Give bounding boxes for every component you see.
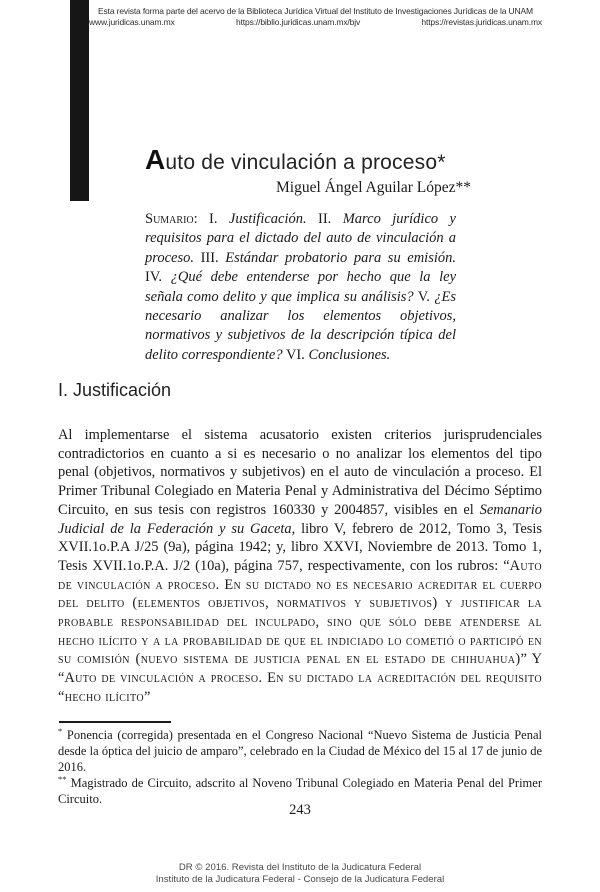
footnote-text: Magistrado de Circuito, adscrito al Noveno Tribunal Colegiado en Materia Penal del Primer Circuito. (58, 775, 542, 806)
article-title (145, 144, 446, 176)
repository-header (89, 6, 542, 28)
tesis-rubro-smallcaps: Auto de vinculación a proceso. En su dictado no es necesario acreditar el cuerpo del delito (elementos objetivos, normativos y subjetivos) y justificar la probable responsabilidad del inculpado, sino que sólo debe atenderse al hecho ilícito y a la probabilidad de que el indiciado lo cometió o participó en su comisión (nuevo sistema de justicia penal en el estado de chihuahua) (58, 557, 542, 668)
page-number: 243 (289, 802, 311, 818)
summary-item: Justificación. (228, 211, 307, 227)
repository-notice: Esta revista forma parte del acervo de la Biblioteca Jurídica Virtual del Instituto de Investigaciones Jurídicas de la UNAM (98, 6, 533, 16)
footnotes-block (58, 725, 542, 808)
institution-line: Instituto de la Judicatura Federal - Consejo de la Judicatura Federal (155, 873, 445, 885)
url-biblio: https://biblio.juridicas.unam.mx/bjv (236, 17, 361, 27)
title-text: uto de vinculación a proceso* (165, 151, 446, 175)
url-juridicas: www.juridicas.unam.mx (89, 17, 175, 27)
footnote-separator (59, 721, 171, 723)
body-text: , libro V, febrero de 2012, Tomo 3, Tesis XVII.1o.P.A J/25 (9a), página 1942; y, libro XXVI, Noviembre de 2013. Tomo 1, Tesis XVII.1o.P.A. J/2 (10a), página 757, respectivamente, con los rubros: “ (58, 520, 542, 574)
summary-paragraph (145, 210, 456, 365)
summary-item: Marco jurídico y requisitos para el dictado del auto de vinculación a proceso. (145, 211, 456, 266)
copyright-line: DR © 2016. Revista del Instituto de la Judicatura Federal (178, 862, 422, 873)
author-name: Miguel Ángel Aguilar López** (276, 179, 471, 196)
decorative-side-bar (70, 0, 89, 201)
summary-item: Conclusiones. (308, 346, 391, 363)
summary-item: ¿Qué debe entenderse por hecho que la ley señala como delito y que implica su análisis? (145, 269, 457, 305)
body-text: Al implementarse el sistema acusatorio existen criterios jurisprudenciales contradictorios en cuanto a si es necesario o no analizar los elementos del tipo penal (objetivos, normativos y subjetivos) en el auto de vinculación a proceso. El Primer Tribunal Colegiado en Materia Penal y Administrativa del Décimo Séptimo Circuito, en sus tesis con registros 160330 y 2004857, visibles en el (58, 427, 542, 518)
title-drop-cap: A (145, 144, 166, 176)
url-revistas: https://revistas.juridicas.unam.mx (421, 17, 542, 27)
footnote-ponencia (58, 725, 542, 776)
summary-numeral: IV. (145, 269, 171, 286)
journal-title-italic: Semanario Judicial de la Federación y su Gaceta (58, 501, 542, 537)
body-text: ” Y “ (58, 651, 542, 687)
summary-item: Estándar probatorio para su emisión. (225, 249, 456, 266)
copyright-footer (0, 862, 600, 885)
repository-urls (89, 17, 542, 28)
section-heading: I. Justificación (58, 380, 172, 400)
summary-item: ¿Es necesario analizar los elementos objetivos, normativos y subjetivos de la descripción típica del delito correspondiente? (145, 288, 456, 363)
summary-numeral: V. (413, 288, 435, 305)
footnote-text: Ponencia (corregida) presentada en el Congreso Nacional “Nuevo Sistema de Justicia Penal desde la óptica del juicio de amparo”, celebrado en la Ciudad de México del 15 al 17 de junio de 2016. (58, 728, 542, 774)
summary-numeral: I. (209, 211, 229, 227)
footnote-marker: ** (58, 773, 67, 784)
tesis-rubro-smallcaps: Auto de vinculación a proceso. En su dictado la acreditación del requisito “hecho ilícito” (58, 670, 542, 705)
summary-label: Sumario: (145, 211, 210, 227)
summary-numeral: II. (306, 211, 343, 227)
footnote-marker: * (58, 725, 63, 736)
summary-numeral: III. (194, 249, 226, 266)
body-paragraph (58, 426, 542, 707)
summary-numeral: VI. (282, 346, 309, 363)
